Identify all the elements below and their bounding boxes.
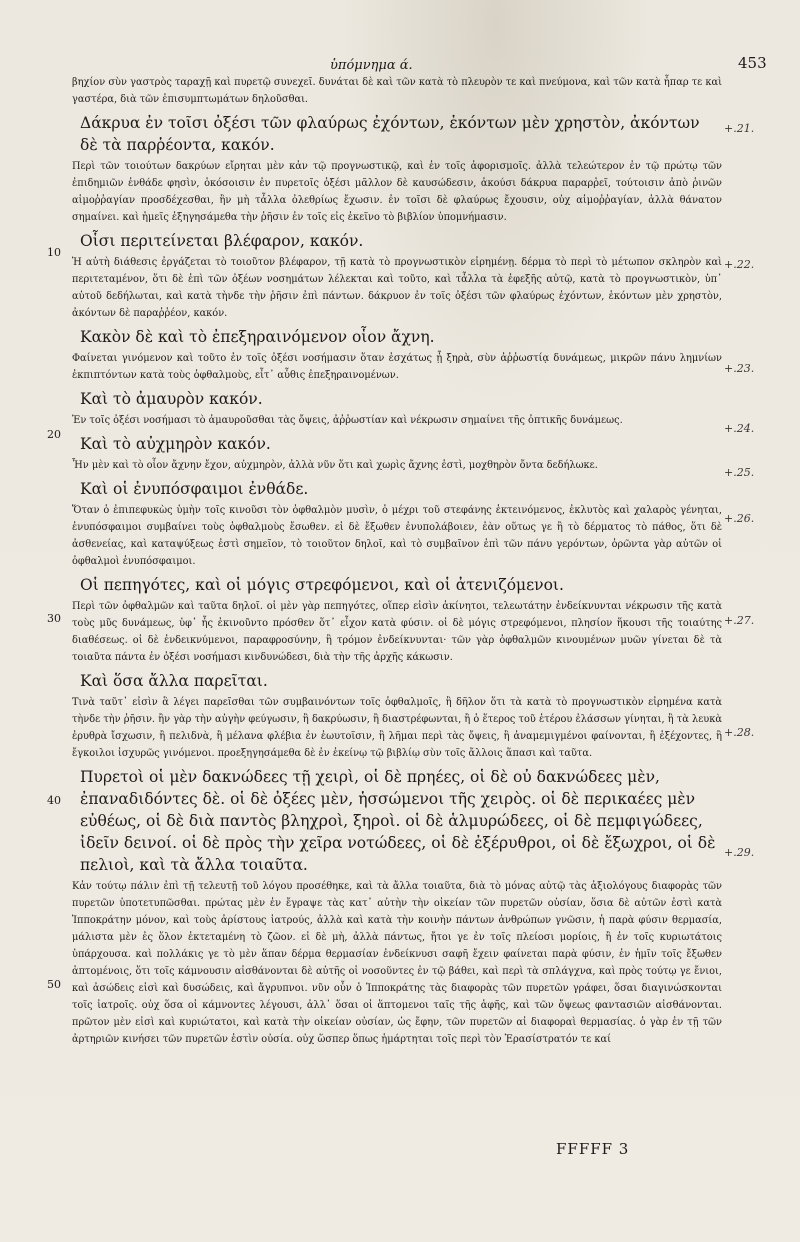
running-head: ὑπόμνημα ά.	[330, 58, 413, 73]
margin-reference: +.26.	[724, 512, 755, 525]
commentary-paragraph: Ὅταν ὁ ἐπιπεφυκὼς ὑμὴν τοῖς κινοῦσι τὸν ὀφθαλμὸν μυσὶν, ὁ μέχρι τοῦ στεφάνης ἐκτεινόμενος, ἐκλυτὸς καὶ χαλαρὸς γένηται, ἐνυπόσφαιμοι συμβαίνει τοὺς ὀφθαλμοὺς ἔσωθεν. εἰ δὲ ἔξωθεν ἐνυπολάβοιεν, ἐὰν οὕτως γε ἢ τὸ δέρματος τὸ πάθος, ὅτι δὲ ἀσθενείας, καὶ καταψύξεως ἐστὶ σημεῖον, τὸ τοιοῦτον δηλοῖ, καὶ τὸ συμβαῖνον ἐπὶ τῶν πάνυ γερόντων, ὁρῶντα γὰρ αὐτῶν οἱ ὀφθαλμοὶ ἐνυπόσφαιμοι.	[72, 505, 722, 567]
line-number: 40	[47, 794, 61, 807]
lemma-heading: Δάκρυα ἐν τοῖσι ὀξέσι τῶν φλαύρως ἐχόντων, ἑκόντων μὲν χρηστὸν, ἀκόντων δὲ τὰ παρῥέοντα, κακόν.	[80, 114, 700, 154]
line-number: 20	[47, 428, 61, 441]
margin-reference: +.25.	[724, 466, 755, 479]
line-number: 50	[47, 978, 61, 991]
margin-reference: +.29.	[724, 846, 755, 859]
commentary-paragraph: Κἀν τούτῳ πάλιν ἐπὶ τῇ τελευτῇ τοῦ λόγου προσέθηκε, καὶ τὰ ἄλλα τοιαῦτα, διὰ τὸ μόνας αὐτῷ τὰς ἀξιολόγους διαφορὰς τῶν πυρετῶν ὑποτετυπῶσθαι. πρώτας μὲν ἐν ἔγραψε τὰς κατ᾽ αὐτὴν τὴν οἰκείαν τῶν πυρετῶν οὐσίαν, ὅσια δὲ αὐτῶν ἐστὶ κατὰ Ἱπποκράτην μόνον, καὶ τοὺς ἀρίστους ἰατρούς, ἀλλὰ καὶ κατὰ τὴν κοινὴν πάντων ἀνθρώπων γνῶσιν, ἡ παρὰ φύσιν θερμασία, μάλιστα μὲν ἐς ὅλον ἐκτεταμένη τὸ ζῶον. εἰ δὲ μὴ, ἀλλὰ πάντως, ἤτοι γε ἐν τοῖς πλείοσι μορίοις, ἢ ἐν τοῖς κυριωτάτοις ὑπάρχουσα. καὶ πολλάκις γε τὸ μὲν ἅπαν δέρμα θερμασίαν ἐνδείκνυσι σαφῆ ἔχειν φαίνεται παρὰ φύσιν, ἐν ἡμῖν τοῖς ἔξωθεν ἁπτομένοις, ὅτι τοῖς κάμνουσιν αἰσθάνονται δὲ αὐτῆς οἱ νοσοῦντες ἐν τῷ βάθει, καὶ περὶ τὰ σπλάγχνα, καὶ πρὸς τούτῳ γε ἔνιοι, καὶ ἀσώδεις εἰσὶ καὶ δυσώδεις, καὶ ἄγρυπνοι. νῦν οὖν ὁ Ἱπποκράτης τὰς διαφορὰς τῶν πυρετῶν γράφει, ὅσαι διαγινώσκονται τοῖς ἰατροῖς. οὐχ ὅσα οἱ κάμνοντες λέγουσι, ἀλλ᾽ ὅσαι οἱ ἅπτομενοι ταῖς τῆς ἁφῆς, καὶ τῶν ὄψεως φαντασιῶν αἰσθάνονται. πρῶτον μὲν εἰσὶ καὶ κυριώτατοι, καὶ κατὰ τὴν οἰκείαν οὐσίαν, ὡς ἔφην, τῶν πυρετῶν αἱ διαφοραὶ θερμασίας. ὁ γὰρ ἐν τῇ τῶν ἀρτηριῶν κινήσει τῶν πυρετῶν ἐστὶν οὐσία. οὐχ ὥσπερ ὅπως ἡμάρτηται τοῖς περὶ τὸν Ἐρασίστρατόν τε καί	[72, 881, 722, 1045]
lemma-heading: Οἱ πεπηγότες, καὶ οἱ μόγις στρεφόμενοι, καὶ οἱ ἀτενιζόμενοι.	[80, 576, 564, 594]
commentary-paragraph: Ἦν μὲν καὶ τὸ οἷον ἄχνην ἔχον, αὐχμηρὸν, ἀλλὰ νῦν ὅτι καὶ χωρὶς ἄχνης ἐστὶ, μοχθηρὸν ὄντα δεδήλωκε.	[72, 460, 598, 471]
commentary-paragraph: Περὶ τῶν ὀφθαλμῶν καὶ ταῦτα δηλοῖ. οἱ μὲν γὰρ πεπηγότες, οἵπερ εἰσὶν ἀκίνητοι, τελεωτάτην ἐνδείκνυνται νέκρωσιν τῆς κατὰ τοὺς μῦς δυνάμεως, ὑφ᾽ ἧς ἐκινοῦντο πρόσθεν ὅτ᾽ εἶχον κατὰ φύσιν. οἱ δὲ μόγις στρεφόμενοι, πλησίον ἥκουσι τῆς τοιαύτης διαθέσεως. οἱ δὲ ἐνδεικνύμενοι, παραφροσύνην, ἢ τρόμον ἐνδείκνυνται· τῶν γὰρ ὀφθαλμῶν κινουμένων μυῶν γίνεται δὲ τὰ τοιαῦτα πάντα ἐν ὀξέσι νοσήμασι κινδυνώδεσι, διὰ τὴν τῆς ἀρχῆς κάκωσιν.	[72, 601, 722, 663]
lemma-heading: Οἷσι περιτείνεται βλέφαρον, κακόν.	[80, 232, 364, 250]
body-text	[72, 74, 722, 1050]
line-number: 30	[47, 612, 61, 625]
lemma-heading: Καὶ οἱ ἐνυπόσφαιμοι ἐνθάδε.	[80, 480, 309, 498]
margin-reference: +.27.	[724, 614, 755, 627]
lemma-heading: Καὶ τὸ αὐχμηρὸν κακόν.	[80, 435, 271, 453]
signature-mark: FFFFF 3	[556, 1140, 630, 1158]
commentary-paragraph: Ἐν τοῖς ὀξέσι νοσήμασι τὸ ἀμαυροῦσθαι τὰς ὄψεις, ἀῤῥωστίαν καὶ νέκρωσιν σημαίνει τῆς ὀπτικῆς δυνάμεως.	[72, 415, 623, 426]
margin-reference: +.28.	[724, 726, 755, 739]
commentary-paragraph: Φαίνεται γινόμενον καὶ τοῦτο ἐν τοῖς ὀξέσι νοσήμασιν ὅταν ἐσχάτως ᾖ ξηρὰ, σὺν ἀῤῥωστίᾳ δυνάμεως, μικρῶν πάνυ λημνίων ἐκπιπτόντων κατὰ τοὺς ὀφθαλμοὺς, εἶτ᾽ αὖθις ἐπεξηραινομένων.	[72, 353, 722, 381]
lemma-heading: Καὶ ὅσα ἄλλα παρεῖται.	[80, 672, 268, 690]
commentary-paragraph: Τινὰ ταῦτ᾽ εἰσὶν ἃ λέγει παρεῖσθαι τῶν συμβαινόντων τοῖς ὀφθαλμοῖς, ἢ δῆλον ὅτι τὰ κατὰ τὸ προγνωστικὸν εἰρημένα κατὰ τὴνδε τὴν ῥῆσιν. ἢν γὰρ τὴν αὐγὴν φεύγωσιν, ἢ δακρύωσιν, ἢ διαστρέφωνται, ἢ ὁ ἕτερος τοῦ ἑτέρου ἐλάσσων γίνηται, ἢ τὰ λευκὰ ἐρυθρὰ ἴσχωσιν, ἢ πελιδνὰ, ἢ μέλανα φλέβια ἐν ἑωυτοῖσιν, ἢ λῆμαι περὶ τὰς ὄψεις, ἢ ἀναμεμιγμένοι φαίνονται, ἢ ἐξέχοντες, ἢ ἔγκοιλοι ἰσχυρῶς γινόμενοι. προεξηγησάμεθα δὲ ἐν ἐκείνῳ τῷ βιβλίῳ σὺν τοῖς ἄλλοις ἅπασι καὶ ταῦτα.	[72, 697, 722, 759]
margin-reference: +.21.	[724, 122, 755, 135]
margin-reference: +.24.	[724, 422, 755, 435]
margin-reference: +.22.	[724, 258, 755, 271]
line-number: 10	[47, 246, 61, 259]
lemma-heading: Κακὸν δὲ καὶ τὸ ἐπεξηραινόμενον οἷον ἄχνη.	[80, 328, 435, 346]
margin-reference: +.23.	[724, 362, 755, 375]
commentary-paragraph: βηχίον σὺν γαστρὸς ταραχῇ καὶ πυρετῷ συνεχεῖ. δυνάται δὲ καὶ τῶν κατὰ τὸ πλευρὸν τε καὶ πνεύμονα, καὶ τῶν κατὰ ἧπαρ τε καὶ γαστέρα, διὰ τῶν ἐπισυμπτωμάτων δηλοῦσθαι.	[72, 77, 722, 105]
lemma-heading: Καὶ τὸ ἀμαυρὸν κακόν.	[80, 390, 263, 408]
commentary-paragraph: Περὶ τῶν τοιούτων δακρύων εἴρηται μὲν κἀν τῷ προγνωστικῷ, καὶ ἐν τοῖς ἀφορισμοῖς. ἀλλὰ τελεώτερον ἐν τῷ πρώτῳ τῶν ἐπιδημιῶν ἐνθάδε φησὶν, ὁκόσοισιν ἐν πυρετοῖς ὀξέσι μᾶλλον δὲ καυσώδεσιν, ἀκούσι δάκρυα παραρῥεῖ, τούτοισιν ἀπὸ ῥινῶν αἱμοῤῥαγίαν προσδέχεσθαι, ἢν μὴ τἆλλα ὀλεθρίως ἔχωσιν. ἐν τοῖσι δὲ φλαύρως ἔχουσιν, οὐχ αἱμοῤῥαγίαν, ἀλλὰ θάνατον σημαίνει. καὶ ἡμεῖς ἐξηγησάμεθα τὴν ῥῆσιν ἐν τοῖς εἰς ἐκεῖνο τὸ βιβλίον ὑπομνήμασιν.	[72, 161, 722, 223]
lemma-heading: Πυρετοὶ οἱ μὲν δακνώδεες τῇ χειρὶ, οἱ δὲ πρηέες, οἱ δὲ οὐ δακνώδεες μὲν, ἐπαναδιδόντες δὲ. οἱ δὲ ὀξέες μὲν, ἡσσώμενοι τῆς χειρὸς. οἱ δὲ περικαέες μὲν εὐθέως, οἱ δὲ διὰ παντὸς βληχροὶ, ξηροὶ. οἱ δὲ ἁλμυρώδεες, οἱ δὲ πεμφιγώδεες, ἰδεῖν δεινοί. οἱ δὲ πρὸς τὴν χεῖρα νοτώδεες, οἱ δὲ ἐξέρυθροι, οἱ δὲ ἔξωχροι, οἱ δὲ πελιοὶ, καὶ τὰ ἄλλα τοιαῦτα.	[80, 768, 716, 874]
commentary-paragraph: Ἡ αὐτὴ διάθεσις ἐργάζεται τὸ τοιοῦτον βλέφαρον, τῇ κατὰ τὸ προγνωστικὸν εἰρημένῃ. δέρμα τὸ περὶ τὸ μέτωπον σκληρὸν καὶ περιτεταμένον, ὅτι δὲ ἐπὶ τῶν ὀξέων νοσημάτων λέλεκται καὶ τοῦτο, καὶ τἆλλα τὰ ἐφεξῆς αὐτῷ, κατὰ τὸ προγνωστικὸν, ὑπ᾽ αὐτοῦ δεδήλωται, καὶ κατὰ τὴνδε τὴν ῥῆσιν ἐπὶ πάντων. δάκρυον ἐν τοῖς ὀξέσι τῶν φλαύρως ἐχόντων, ἑκόντων μὲν χρηστὸν, ἀκόντων δὲ παραῤῥέον, κακόν.	[72, 257, 722, 319]
page-number: 453	[738, 54, 767, 72]
